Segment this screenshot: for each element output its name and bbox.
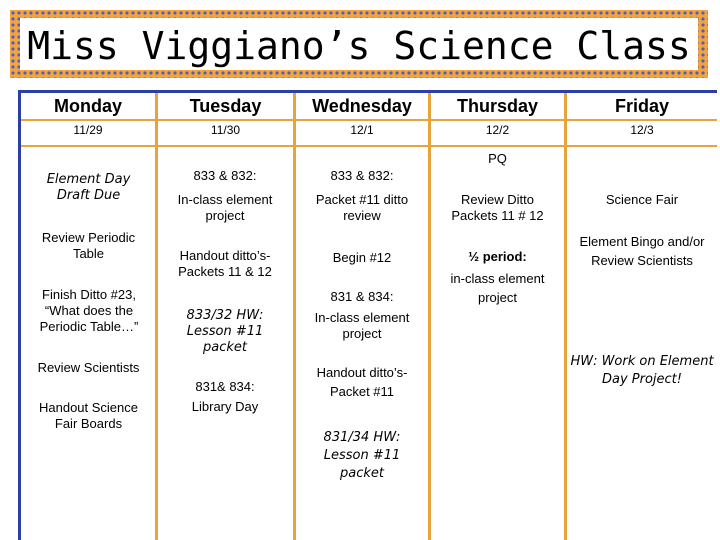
wednesday-item-begin-12: Begin #12 (332, 250, 392, 265)
wednesday-item-handout: Handout ditto’s- Packet #11 (316, 365, 408, 399)
date-wednesday: 12/1 (350, 123, 374, 137)
row-divider (21, 119, 717, 121)
day-header-monday: Monday (53, 96, 122, 116)
wednesday-item-inclass-project: In-class element project (314, 310, 410, 341)
friday-item-homework: HW: Work on Element Day Project! (570, 354, 714, 387)
tuesday-item-homework: 833/32 HW: Lesson #11 packet (186, 308, 264, 355)
column-divider (155, 93, 158, 540)
thursday-item-pq: PQ (488, 151, 507, 166)
tuesday-item-831-834: 831& 834: (195, 379, 255, 394)
title-banner-inner (20, 18, 698, 70)
tuesday-item-library: Library Day (191, 399, 259, 414)
column-divider (564, 93, 567, 540)
row-divider (21, 145, 717, 147)
day-header-wednesday: Wednesday (312, 96, 412, 116)
title-banner (10, 10, 708, 78)
thursday-item-inclass-project: in-class element project (450, 271, 545, 305)
monday-item-ditto: Finish Ditto #23, “What does the Periodic Table…” (39, 287, 139, 334)
day-header-thursday: Thursday (456, 96, 539, 116)
tuesday-item-833-832: 833 & 832: (193, 168, 257, 183)
tuesday-item-inclass-project: In-class element project (177, 192, 273, 223)
date-monday: 11/29 (73, 123, 103, 137)
friday-item-bingo: Element Bingo and/or Review Scientists (579, 234, 705, 268)
monday-item-review-table: Review Periodic Table (41, 230, 136, 261)
date-friday: 12/3 (630, 123, 654, 137)
wednesday-item-831-834: 831 & 834: (330, 289, 394, 304)
monday-item-fair-boards: Handout Science Fair Boards (38, 400, 138, 431)
friday-item-science-fair: Science Fair (605, 192, 679, 207)
date-tuesday: 11/30 (210, 123, 241, 137)
thursday-item-review-ditto: Review Ditto Packets 11 # 12 (451, 192, 544, 223)
monday-item-draft: Element Day Draft Due (46, 172, 131, 203)
tuesday-item-handout: Handout ditto’s- Packets 11 & 12 (178, 248, 272, 279)
schedule-table (18, 90, 717, 540)
monday-item-review-scientists: Review Scientists (37, 360, 140, 375)
day-header-tuesday: Tuesday (189, 96, 262, 116)
wednesday-item-833-832: 833 & 832: (330, 168, 394, 183)
date-thursday: 12/2 (485, 123, 510, 137)
page-title: Miss Viggiano’s Science Class (27, 24, 691, 68)
column-divider (293, 93, 296, 540)
wednesday-item-homework: 831/34 HW: Lesson #11 packet (323, 430, 401, 481)
wednesday-item-packet-review: Packet #11 ditto review (315, 192, 409, 223)
thursday-item-half-period: ½ period: (468, 249, 527, 264)
day-header-friday: Friday (614, 96, 670, 116)
